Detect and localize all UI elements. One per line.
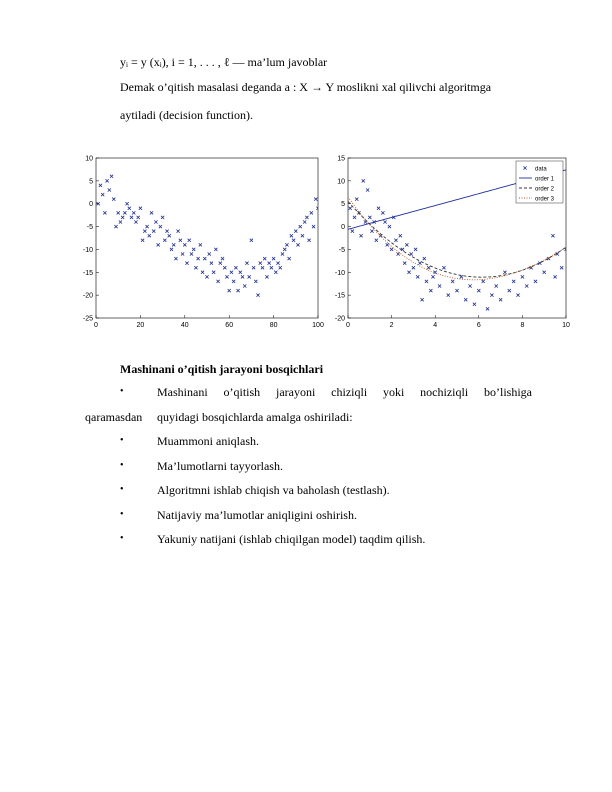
- legend-label: order 1: [535, 176, 555, 183]
- x-tick-label: 2: [389, 322, 394, 329]
- step-item: Muammoni aniqlash.: [157, 434, 259, 448]
- x-tick-label: 80: [269, 322, 278, 329]
- text-line-2: Demak o’qitish masalasi deganda a : X → Y moslikni xal qilivchi algoritmga: [120, 80, 492, 94]
- bullet-marker: •: [120, 484, 124, 495]
- y-tick-label: -20: [82, 292, 93, 300]
- x-tick-label: 0: [94, 322, 98, 329]
- text-line-3: aytiladi (decision function).: [120, 108, 253, 122]
- x-tick-label: 100: [312, 322, 324, 329]
- y-tick-label: -15: [82, 269, 93, 277]
- figure: [0, 150, 612, 350]
- bullet-marker: •: [120, 533, 124, 544]
- step-item: Natijaviy ma’lumotlar aniqligini oshirish.: [157, 508, 357, 522]
- legend-label: order 2: [535, 186, 555, 193]
- x-tick-label: 0: [346, 322, 350, 329]
- section-heading: Mashinani o’qitish jarayoni bosqichlari: [120, 362, 324, 376]
- x-tick-label: 10: [562, 322, 570, 329]
- x-tick-label: 8: [520, 322, 525, 329]
- y-tick-label: -15: [334, 292, 345, 300]
- y-tick-label: 0: [341, 224, 345, 232]
- text-line-1: yᵢ = y (xᵢ), i = 1, . . . , ℓ — ma’lum javoblar: [120, 55, 328, 69]
- x-tick-label: 6: [476, 322, 481, 329]
- plot-frame: [96, 158, 318, 318]
- y-tick-label: 15: [337, 155, 345, 163]
- bullet-marker: •: [120, 460, 124, 471]
- paragraph-second-line-rest: quyidagi bosqichlarda amalga oshiriladi:: [157, 410, 353, 424]
- y-tick-label: 10: [85, 155, 93, 163]
- y-tick-label: 5: [341, 201, 345, 209]
- y-tick-label: -5: [338, 246, 345, 254]
- step-item: Yakuniy natijani (ishlab chiqilgan model) taqdim qilish.: [157, 532, 426, 546]
- chart-right: [335, 156, 570, 330]
- bullet-marker: •: [120, 435, 124, 446]
- paragraph-second-line-start: qaramasdan: [85, 410, 143, 424]
- y-tick-label: -10: [82, 246, 93, 254]
- x-tick-label: 40: [180, 322, 189, 329]
- x-tick-label: 60: [225, 322, 234, 329]
- x-tick-label: 4: [433, 322, 438, 329]
- x-tick-label: 20: [136, 322, 145, 329]
- y-tick-label: -10: [334, 269, 345, 277]
- legend-label: data: [535, 166, 547, 173]
- bullet-marker: •: [120, 509, 124, 520]
- chart-left: [83, 156, 324, 330]
- y-tick-label: -5: [86, 224, 93, 232]
- legend-label: order 3: [535, 196, 555, 203]
- bullet-marker: •: [120, 386, 124, 397]
- paragraph-first-line: Mashinani o’qitish jarayoni chiziqli yoki nochiziqli bo’lishiga: [157, 385, 532, 399]
- y-tick-label: -20: [334, 315, 345, 323]
- y-tick-label: 5: [89, 178, 93, 186]
- y-tick-label: 0: [89, 201, 93, 209]
- y-tick-label: 10: [337, 178, 345, 186]
- step-item: Ma’lumotlarni tayyorlash.: [157, 459, 283, 473]
- step-item: Algoritmni ishlab chiqish va baholash (testlash).: [157, 483, 390, 497]
- y-tick-label: -25: [82, 315, 93, 323]
